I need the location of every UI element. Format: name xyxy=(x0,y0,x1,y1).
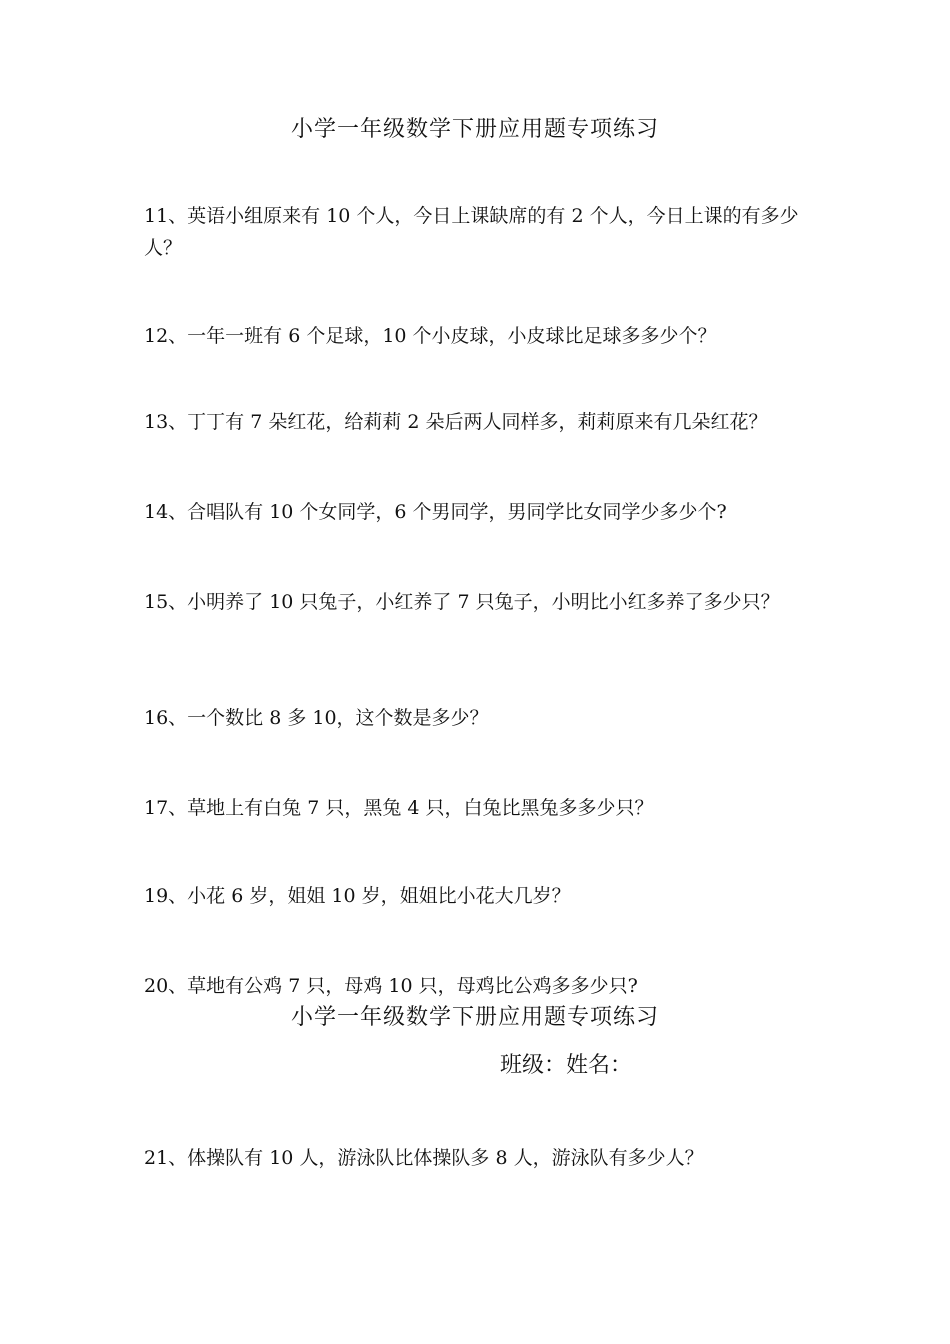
question-12: 12、一年一班有 6 个足球，10 个小皮球，小皮球比足球多多少个？ xyxy=(144,325,717,347)
question-20: 20、草地有公鸡 7 只，母鸡 10 只，母鸡比公鸡多多少只? xyxy=(144,975,638,997)
question-19: 19、小花 6 岁，姐姐 10 岁，姐姐比小花大几岁？ xyxy=(144,885,571,907)
question-17: 17、草地上有白兔 7 只，黑兔 4 只，白兔比黑兔多多少只？ xyxy=(144,797,654,819)
page-title: 小学一年级数学下册应用题专项练习 xyxy=(290,117,659,142)
question-11: 11、英语小组原来有 10 个人，今日上课缺席的有 2 个人，今日上课的有多少人？ xyxy=(144,205,799,259)
question-16: 16、一个数比 8 多 10，这个数是多少？ xyxy=(144,707,489,729)
class-name-label: 班级：姓名： xyxy=(500,1053,633,1078)
question-21: 21、体操队有 10 人，游泳队比体操队多 8 人，游泳队有多少人？ xyxy=(144,1147,704,1169)
question-14: 14、合唱队有 10 个女同学，6 个男同学，男同学比女同学少多少个? xyxy=(144,501,727,523)
question-15: 15、小明养了 10 只兔子，小红养了 7 只兔子，小明比小红多养了多少只？ xyxy=(144,591,780,613)
page-title-2: 小学一年级数学下册应用题专项练习 xyxy=(290,1005,659,1030)
question-13: 13、丁丁有 7 朵红花，给莉莉 2 朵后两人同样多，莉莉原来有几朵红花？ xyxy=(144,411,768,433)
